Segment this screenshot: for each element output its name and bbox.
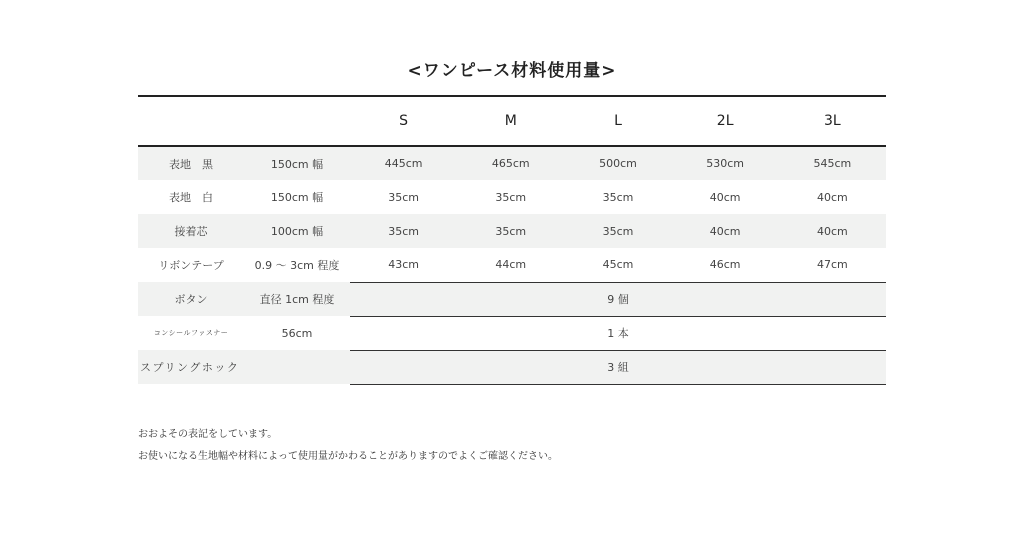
note-line: お使いになる生地幅や材料によって使用量がかわることがありますのでよくご確認ください。	[138, 451, 558, 462]
header-size-2l: 2L	[672, 96, 779, 146]
row-name: 表地 黒	[138, 146, 244, 180]
row-value: 40cm	[779, 214, 886, 248]
row-value: 40cm	[672, 214, 779, 248]
row-value: 43cm	[388, 258, 419, 272]
page-title: <ワンピース材料使用量>	[407, 61, 617, 81]
row-value: 545cm	[779, 146, 886, 180]
table-row	[138, 146, 886, 180]
row-value: 35cm	[602, 190, 634, 204]
table-row	[138, 180, 886, 214]
row-name: コンシールファスナー	[153, 329, 229, 337]
row-value: 35cm	[564, 214, 671, 248]
row-value: 35cm	[388, 190, 419, 204]
table-row	[138, 316, 886, 350]
row-name: リボンテープ	[158, 259, 224, 272]
row-value: 35cm	[350, 214, 457, 248]
row-merged-value: 1 本	[350, 316, 886, 350]
row-width: 直径 1cm 程度	[244, 282, 350, 316]
row-width: 0.9 〜 3cm 程度	[254, 259, 340, 272]
table-header-row	[138, 96, 886, 146]
row-value: 46cm	[709, 258, 741, 272]
row-value: 35cm	[495, 190, 527, 204]
header-empty-name	[138, 96, 244, 146]
header-empty-width	[244, 96, 350, 146]
row-value: 445cm	[350, 146, 457, 180]
header-size-3l: 3L	[779, 96, 886, 146]
row-value: 500cm	[564, 146, 671, 180]
row-value: 530cm	[672, 146, 779, 180]
row-value: 45cm	[602, 258, 634, 272]
row-value: 465cm	[457, 146, 564, 180]
row-value: 47cm	[816, 258, 848, 272]
row-value: 40cm	[816, 190, 848, 204]
row-value: 35cm	[457, 214, 564, 248]
materials-table	[138, 95, 886, 385]
header-size-m: M	[457, 96, 564, 146]
row-value: 40cm	[709, 190, 741, 204]
header-size-l: L	[564, 96, 671, 146]
notes	[138, 424, 558, 468]
table-row	[138, 248, 886, 282]
table-row	[138, 350, 886, 384]
note-line: おおよその表記をしています。	[138, 429, 278, 440]
row-width: 56cm	[281, 326, 313, 340]
row-name: 接着芯	[138, 214, 244, 248]
row-merged-value: 3 組	[350, 350, 886, 384]
row-name: ボタン	[138, 282, 244, 316]
row-merged-value: 9 個	[350, 282, 886, 316]
row-name: 表地 白	[169, 191, 213, 204]
table-row	[138, 282, 886, 316]
row-name: スプリングホック	[138, 350, 350, 384]
table-row	[138, 214, 886, 248]
row-width: 100cm 幅	[244, 214, 350, 248]
row-width: 150cm 幅	[270, 191, 324, 204]
row-width: 150cm 幅	[244, 146, 350, 180]
row-value: 44cm	[495, 258, 527, 272]
header-size-s: S	[350, 96, 457, 146]
